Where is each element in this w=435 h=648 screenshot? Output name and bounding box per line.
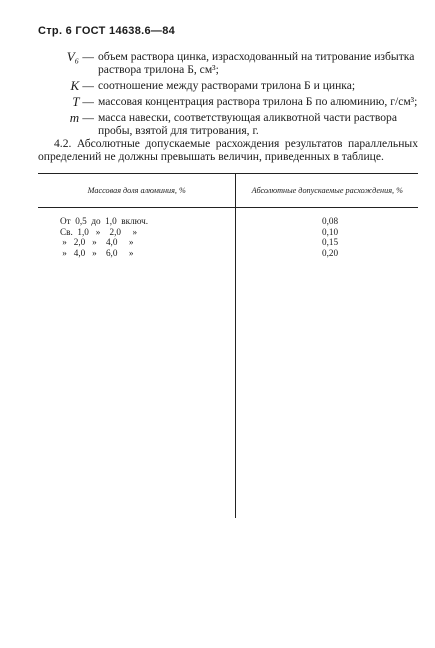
- table-cell-value: 0,20: [322, 247, 339, 258]
- table-header: [38, 173, 418, 208]
- definition-term: T —: [72, 94, 94, 109]
- table-body: [38, 208, 418, 518]
- definition-term: K —: [70, 78, 94, 93]
- definition-term: V₆ —: [66, 49, 94, 64]
- paragraph-4-2: 4.2. Абсолютные допускаемые расхождения результатов параллельных определений не должны превышать величин, приведенных в таблице.: [38, 137, 418, 163]
- tolerance-table: [38, 173, 418, 518]
- page-header: Стр. 6 ГОСТ 14638.6—84: [38, 25, 176, 37]
- table-cell-value: 0,10: [322, 226, 339, 237]
- definition-text: масса навески, соответствующая аликвотной части раствора пробы, взятой для титрования, г.: [98, 111, 397, 137]
- column-header-aluminum: Массовая доля алюминия, %: [38, 174, 236, 207]
- definitions-list: [38, 50, 418, 137]
- definition-text: соотношение между растворами трилона Б и цинка;: [98, 79, 356, 92]
- definition-text: массовая концентрация раствора трилона Б по алюминию, г/см³;: [98, 95, 418, 108]
- column-header-tolerance: Абсолютные допускаемые расхождения, %: [251, 186, 403, 195]
- table-cell-range: Св. 1,0 » 2,0 »: [60, 226, 138, 237]
- definition-item: [38, 95, 418, 108]
- definition-term: m —: [69, 110, 94, 125]
- definition-text: объем раствора цинка, израсходованный на титрование избытка раствора трилона Б, см³;: [98, 50, 415, 76]
- table-cell-range: » 4,0 » 6,0 »: [60, 247, 134, 258]
- table-cell-value: 0,08: [322, 216, 339, 226]
- table-cell-value: 0,15: [322, 237, 339, 247]
- table-cell-range: » 2,0 » 4,0 »: [60, 237, 134, 247]
- column-tolerance: [236, 208, 418, 518]
- definition-item: [38, 50, 418, 76]
- definition-item: [38, 111, 418, 137]
- table-cell-range: От 0,5 до 1,0 включ.: [60, 216, 149, 226]
- column-aluminum: [38, 208, 236, 518]
- definition-item: [38, 79, 418, 92]
